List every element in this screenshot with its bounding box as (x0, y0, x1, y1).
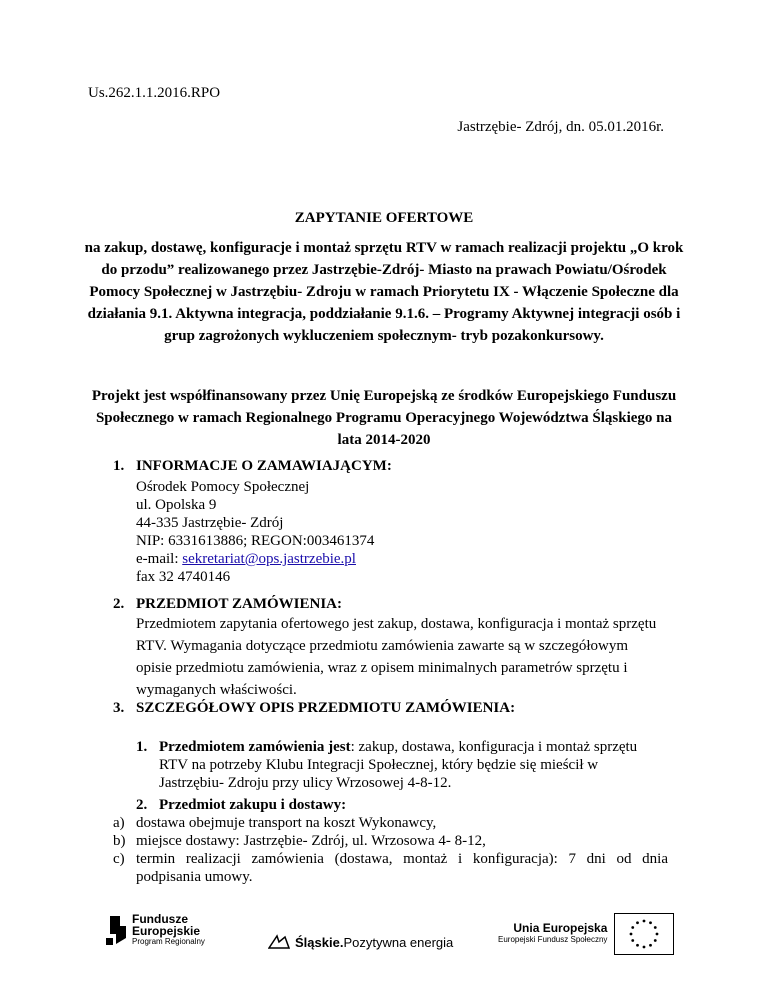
item-2-bold: Przedmiot zakupu i dostawy: (159, 797, 347, 813)
section-2-number: 2. (113, 596, 125, 612)
eu-star (631, 939, 634, 942)
document-reference: Us.262.1.1.2016.RPO (88, 85, 221, 101)
section-3-number: 3. (113, 700, 125, 716)
slaskie-brand: Śląskie. (295, 934, 344, 950)
fundusze-europejskie-logo (104, 913, 205, 947)
list-text: podpisania umowy. (136, 869, 253, 885)
list-letter: c) (113, 851, 125, 867)
email-link[interactable]: sekretariat@ops.jastrzebie.pl (182, 551, 356, 567)
place-and-date: Jastrzębie- Zdrój, dn. 05.01.2016r. (457, 119, 664, 135)
slaskie-logo (268, 934, 453, 950)
item-1-bold: Przedmiotem zamówienia jest (159, 739, 351, 755)
section-2-heading (113, 596, 342, 613)
contact-name: Ośrodek Pomocy Społecznej (136, 479, 310, 495)
unia-europejska-logo (498, 921, 607, 944)
contact-city: 44-335 Jastrzębie- Zdrój (136, 515, 284, 531)
item-1-line3: Jastrzębiu- Zdroju przy ulicy Wrzosowej 4-8-12. (159, 775, 452, 791)
eu-star (654, 926, 657, 929)
list-item (113, 814, 668, 832)
contact-block (136, 478, 374, 586)
fe-line2: Europejskie (132, 924, 201, 938)
list-item (113, 832, 668, 850)
section-3-item-1 (136, 738, 656, 792)
list-letter: a) (113, 815, 125, 831)
section-3-item-2 (136, 796, 656, 814)
eu-star (654, 939, 657, 942)
contact-ids: NIP: 6331613886; REGON:003461374 (136, 533, 375, 549)
eu-star (643, 920, 646, 923)
contact-email-line (136, 550, 374, 568)
fe-line1: Fundusze (132, 912, 188, 926)
delivery-list (113, 814, 668, 886)
item-1-line1: : zakup, dostawa, konfiguracja i montaż sprzętu (350, 739, 638, 755)
item-1-line2: RTV na potrzeby Klubu Integracji Społecznej, który będzie się mieścił w (159, 757, 599, 773)
list-text: miejsce dostawy: Jastrzębie- Zdrój, ul. Wrzosowa 4- 8-12, (136, 833, 486, 849)
email-label: e-mail: (136, 551, 183, 567)
section-1-title: INFORMACJE O ZAMAWIAJĄCYM: (136, 458, 392, 474)
contact-street: ul. Opolska 9 (136, 497, 217, 513)
eu-stars-icon (615, 914, 673, 954)
fe-line3: Program Regionalny (132, 937, 205, 946)
section-3-title: SZCZEGÓŁOWY OPIS PRZEDMIOTU ZAMÓWIENIA: (136, 700, 516, 716)
list-text: termin realizacji zamówienia (dostawa, montaż i konfiguracja): 7 dni od dnia (136, 851, 668, 867)
ue-line2: Europejski Fundusz Społeczny (498, 935, 608, 944)
list-item-continuation (113, 868, 668, 886)
item-2-number: 2. (136, 797, 148, 813)
fe-star-icon (104, 914, 126, 946)
slaskie-wing-icon (268, 934, 290, 950)
contact-fax: fax 32 4740146 (136, 569, 231, 585)
cofinancing-statement: Projekt jest współfinansowany przez Unię Europejską ze środków Europejskiego Funduszu Społecznego w ramach Regionalnego Programu Operacyjnego Województwa Śląskiego na lata 2014-2020 (91, 388, 677, 448)
document-subject: na zakup, dostawę, konfiguracje i montaż sprzętu RTV w ramach realizacji projektu „O krok do przodu” realizowanego przez Jastrzębie-Zdrój- Miasto na prawach Powiatu/Ośrodek Pomocy Społecznej w Jastrzębiu- Zdroju w ramach Priorytetu IX - Włączenie Społeczne dla działania 9.1. Aktywna integracja, poddziałanie 9.1.6. – Programy Aktywnej integracji osób i grup zagrożonych wykluczeniem społecznym- tryb pozakonkursowy. (84, 240, 684, 344)
eu-star (636, 944, 639, 947)
section-2-title: PRZEDMIOT ZAMÓWIENIA: (136, 596, 342, 612)
document-title: ZAPYTANIE OFERTOWE (294, 210, 474, 226)
eu-star (656, 933, 659, 936)
eu-star (643, 946, 646, 949)
item-1-number: 1. (136, 739, 148, 755)
eu-star (631, 926, 634, 929)
eu-star (649, 944, 652, 947)
slaskie-slogan: Pozytywna energia (343, 934, 454, 950)
eu-star (649, 921, 652, 924)
list-letter: b) (113, 833, 126, 849)
section-2-text: Przedmiotem zapytania ofertowego jest zakup, dostawa, konfiguracja i montaż sprzętu RTV. Wymagania dotyczące przedmiotu zamówienia zawarte są w szczegółowym opisie przedmiotu zamówienia, wraz z opisem minimalnych parametrów sprzętu i wymaganych właściwości. (136, 616, 657, 698)
section-1-heading (113, 458, 392, 475)
eu-star (636, 921, 639, 924)
section-1-number: 1. (113, 458, 125, 474)
eu-star (630, 933, 633, 936)
section-3-heading (113, 700, 515, 717)
eu-flag-icon (614, 913, 674, 955)
list-item (113, 850, 668, 868)
list-text: dostawa obejmuje transport na koszt Wykonawcy, (136, 815, 437, 831)
ue-line1: Unia Europejska (513, 921, 608, 935)
